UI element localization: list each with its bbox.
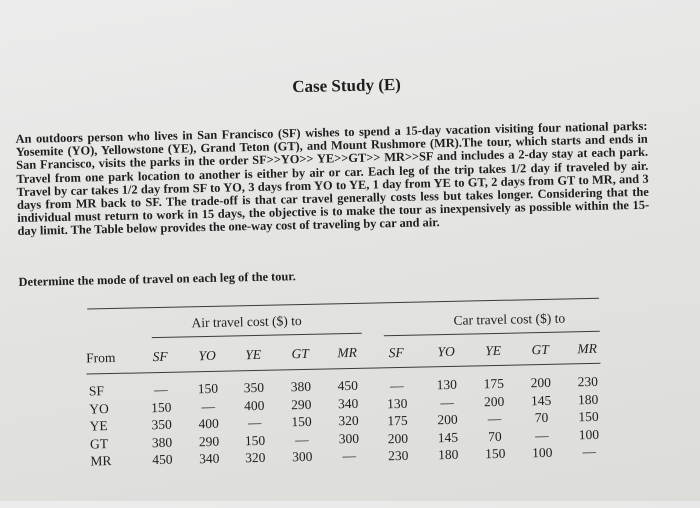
- air-cost-cell: 290: [290, 396, 312, 412]
- car-cost-cell: 150: [485, 445, 506, 462]
- car-cost-cell: 180: [438, 446, 459, 463]
- row-header: YE: [89, 418, 108, 434]
- air-column-header: GT: [291, 345, 309, 362]
- air-cost-cell: —: [342, 447, 357, 464]
- air-cost-cell: 320: [245, 449, 266, 466]
- air-cost-cell: 300: [292, 448, 313, 465]
- air-cost-cell: 300: [338, 430, 360, 446]
- car-cost-cell: 230: [577, 373, 599, 390]
- car-cost-cell: 70: [534, 409, 549, 426]
- page-title: Case Study (E): [292, 74, 402, 97]
- air-cost-cell: 340: [199, 450, 220, 467]
- car-cost-cell: 70: [488, 428, 502, 444]
- row-header: YO: [89, 400, 109, 416]
- car-cost-cell: 200: [483, 393, 505, 409]
- air-cost-cell: 350: [243, 379, 265, 396]
- problem-paragraph: An outdoors person who lives in San Francisco (SF) wishes to spend a 15-day vacation visiting four national parks: Yosemite (YO), Yellowstone (YE), Grand Teton (GT), and Mount Rushmore (MR).The tour, which starts and ends in San Francisco, visits the parks in the order SF>>YO>> YE>>GT>> MR>>SF and includes a 2-day stay at each park. Travel from one park location to another is either by air or car. Each leg of the trip takes 1/2 day if traveled by air. Travel by car takes 1/2 day from SF to YO, 3 days from YO to YE, 1 day from YE to GT, 2 days from GT to MR, and 3 days from MR back to SF. The trade-off is that car travel generally costs less but takes longer. Considering that the individual must return to work in 15 days, the objective is to make the tour as inexpensively as possible within the 15-day limit. The Table below provides the one-way cost of traveling by car and air.: [15, 118, 650, 239]
- car-column-header: YE: [485, 342, 502, 359]
- air-cost-cell: —: [295, 431, 309, 447]
- air-cost-cell: 380: [290, 378, 312, 395]
- air-cost-cell: 350: [151, 416, 172, 433]
- row-header: MR: [90, 453, 112, 469]
- air-cost-cell: —: [153, 381, 168, 398]
- air-column-header: SF: [152, 348, 168, 365]
- car-group-rule: [384, 331, 600, 337]
- car-cost-cell: 175: [387, 412, 408, 429]
- car-column-header: GT: [531, 341, 549, 358]
- car-cost-cell: 200: [530, 374, 552, 391]
- car-column-header: SF: [388, 344, 404, 361]
- question-text: Determine the mode of travel on each leg of the tour.: [18, 269, 296, 289]
- car-cost-cell: 130: [386, 395, 408, 411]
- car-cost-cell: 145: [437, 429, 459, 445]
- air-cost-cell: 400: [243, 397, 265, 413]
- air-cost-cell: —: [201, 398, 216, 414]
- air-cost-cell: 450: [337, 377, 359, 394]
- air-cost-cell: 400: [198, 415, 219, 432]
- air-cost-cell: 290: [198, 433, 220, 449]
- car-cost-cell: 100: [532, 444, 553, 461]
- car-column-header: MR: [577, 340, 598, 357]
- air-group-rule: [152, 333, 362, 338]
- car-cost-cell: 230: [388, 447, 409, 464]
- car-cost-cell: 130: [436, 376, 458, 393]
- air-cost-cell: 150: [150, 399, 172, 415]
- row-header: SF: [88, 383, 105, 399]
- air-cost-cell: 340: [337, 395, 359, 411]
- air-cost-title: Air travel cost ($) to: [191, 313, 302, 331]
- car-cost-cell: —: [440, 394, 455, 410]
- air-cost-cell: —: [247, 414, 262, 431]
- car-cost-cell: 150: [578, 408, 599, 425]
- air-column-header: YE: [245, 346, 262, 363]
- car-cost-cell: —: [487, 410, 502, 427]
- car-cost-cell: 100: [578, 426, 600, 442]
- air-column-header: YO: [198, 347, 216, 364]
- from-header: From: [86, 349, 116, 366]
- car-cost-title: Car travel cost ($) to: [453, 310, 566, 328]
- air-column-header: MR: [337, 344, 358, 361]
- car-cost-cell: —: [582, 443, 597, 460]
- car-cost-cell: 145: [530, 392, 552, 408]
- car-cost-cell: 200: [387, 430, 409, 446]
- car-cost-cell: —: [535, 427, 549, 443]
- car-cost-cell: 200: [437, 411, 458, 428]
- table-top-rule: [87, 298, 599, 310]
- air-cost-cell: 450: [152, 451, 173, 468]
- car-cost-cell: 180: [577, 391, 599, 407]
- air-cost-cell: 150: [197, 380, 219, 397]
- car-cost-cell: 175: [483, 375, 505, 392]
- car-cost-cell: —: [389, 377, 404, 394]
- air-cost-cell: 150: [244, 432, 266, 448]
- air-cost-cell: 320: [338, 412, 359, 429]
- row-header: GT: [89, 435, 109, 451]
- car-column-header: YO: [437, 343, 455, 360]
- air-cost-cell: 380: [151, 434, 173, 450]
- air-cost-cell: 150: [291, 413, 312, 430]
